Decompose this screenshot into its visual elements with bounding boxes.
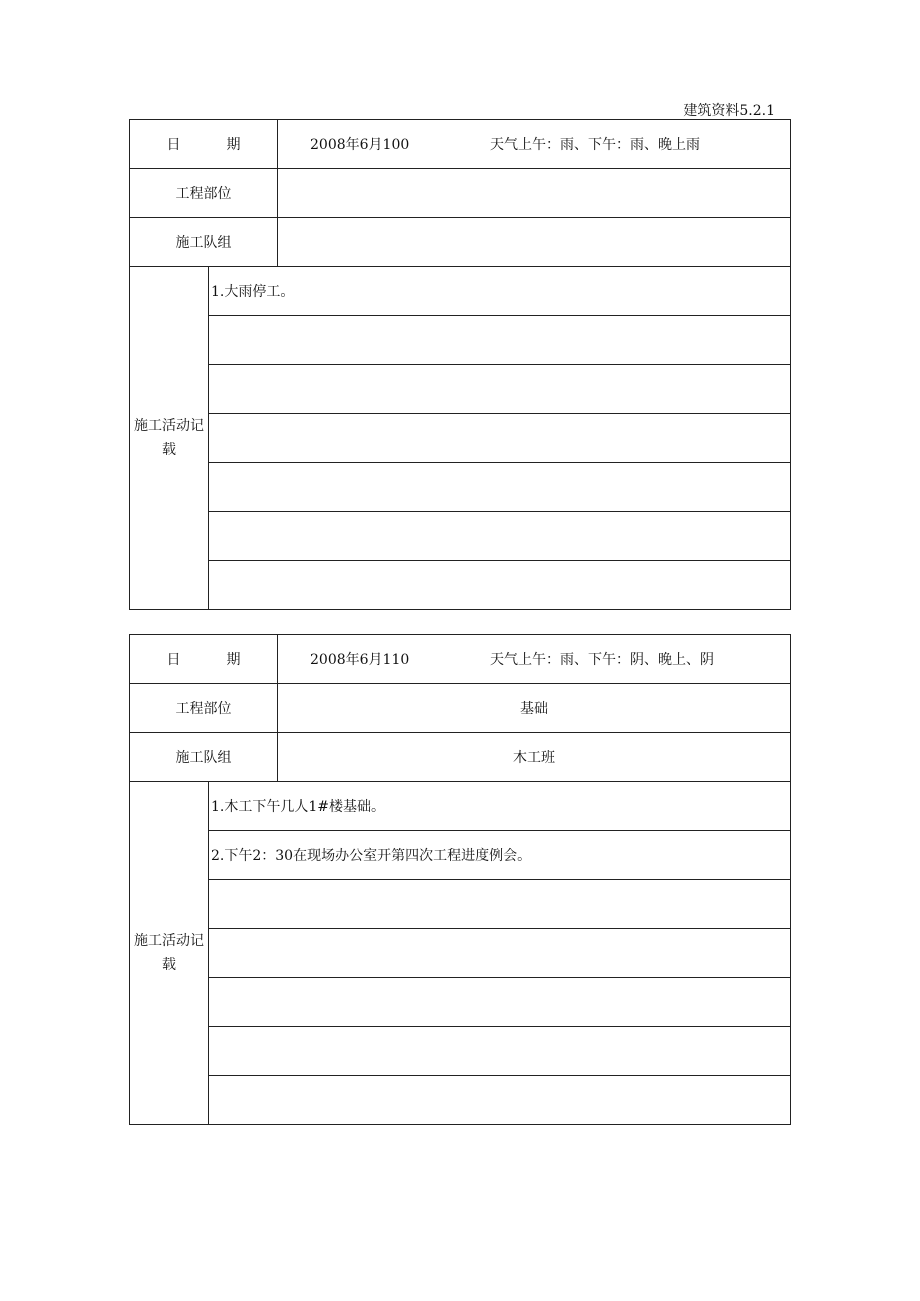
- date-row: [130, 635, 791, 684]
- activity-row: [130, 414, 791, 463]
- activity-line: [209, 929, 791, 978]
- weather-value: 天气上午：雨、下午：阴、晚上、阴: [490, 652, 714, 668]
- team-row: [130, 733, 791, 782]
- location-label: 工程部位: [130, 169, 278, 218]
- activity-row: [130, 365, 791, 414]
- activities-label: 施工活动记 载: [130, 782, 209, 1125]
- activity-line: 1.木工下午几人1#楼基础。: [209, 782, 791, 831]
- activity-row: [130, 978, 791, 1027]
- date-row: [130, 120, 791, 169]
- activity-row: [130, 880, 791, 929]
- location-row: [130, 684, 791, 733]
- weather-value: 天气上午：雨、下午：雨、晚上雨: [490, 137, 700, 153]
- location-row: [130, 169, 791, 218]
- activity-row: [130, 1076, 791, 1125]
- activity-row: [130, 929, 791, 978]
- team-value: [278, 218, 791, 267]
- activity-row: [130, 316, 791, 365]
- activity-line: 2.下午2：30在现场办公室开第四次工程进度例会。: [209, 831, 791, 880]
- activity-line: [209, 1027, 791, 1076]
- activity-line: 1.大雨停工。: [209, 267, 791, 316]
- team-row: [130, 218, 791, 267]
- activity-row: [130, 512, 791, 561]
- team-label: 施工队组: [130, 733, 278, 782]
- team-value: 木工班: [278, 733, 791, 782]
- activity-line: [209, 561, 791, 610]
- date-label: 日 期: [130, 120, 278, 169]
- activity-line: [209, 880, 791, 929]
- activity-line: [209, 365, 791, 414]
- activity-row: [130, 831, 791, 880]
- activity-line: [209, 512, 791, 561]
- location-value: 基础: [278, 684, 791, 733]
- activity-row: [130, 561, 791, 610]
- date-weather-cell: [278, 635, 791, 684]
- activity-line: [209, 316, 791, 365]
- date-value: 2008年6月100: [310, 137, 410, 153]
- activities-label: 施工活动记 载: [130, 267, 209, 610]
- activity-line: [209, 414, 791, 463]
- date-label: 日 期: [130, 635, 278, 684]
- activity-line: [209, 1076, 791, 1125]
- team-label: 施工队组: [130, 218, 278, 267]
- daily-log-table-1: [129, 119, 791, 610]
- activity-row: [130, 1027, 791, 1076]
- activity-row: [130, 267, 791, 316]
- activity-row: [130, 463, 791, 512]
- date-value: 2008年6月110: [310, 652, 410, 668]
- location-value: [278, 169, 791, 218]
- document-reference: 建筑资料5.2.1: [683, 103, 775, 119]
- activity-line: [209, 463, 791, 512]
- daily-log-table-2: [129, 634, 791, 1125]
- activity-line: [209, 978, 791, 1027]
- location-label: 工程部位: [130, 684, 278, 733]
- activity-row: [130, 782, 791, 831]
- date-weather-cell: [278, 120, 791, 169]
